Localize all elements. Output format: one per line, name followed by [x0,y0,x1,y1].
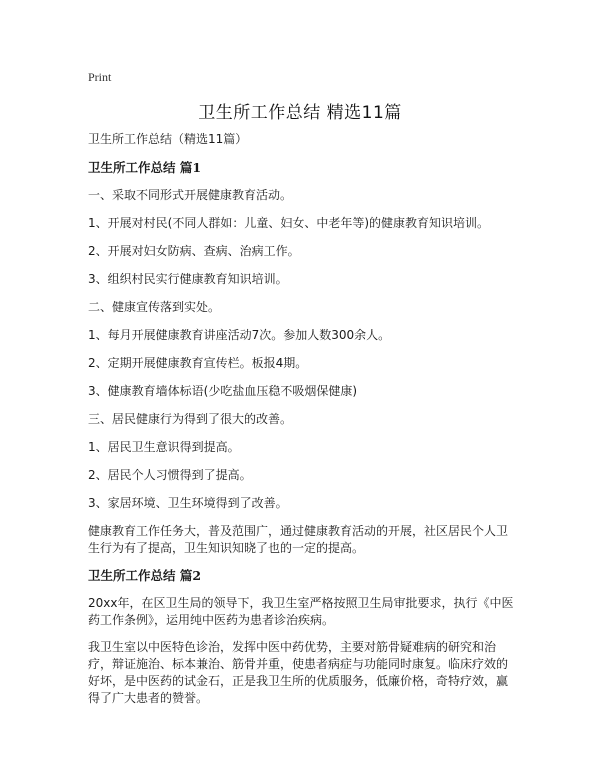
paragraph: 2、开展对妇女防病、查病、治病工作。 [88,244,300,258]
paragraph: 1、每月开展健康教育讲座活动7次。参加人数300余人。 [88,328,391,342]
document-body [88,131,516,717]
paragraph: 20xx年，在区卫生局的领导下，我卫生室严格按照卫生局审批要求，执行《中医药工作条例》，运用纯中医药为患者诊治疾病。 [88,596,514,627]
section-heading: 卫生所工作总结 篇1 [88,160,202,175]
paragraph: 3、组织村民实行健康教育知识培训。 [88,272,288,286]
paragraph: 3、家居环境、卫生环境得到了改善。 [88,496,288,510]
paragraph: 3、健康教育墙体标语(少吃盐血压稳不吸烟保健康) [88,384,357,398]
page-title: 卫生所工作总结 精选11篇 [198,103,402,123]
paragraph: 1、居民卫生意识得到提高。 [88,440,240,454]
print-label: Print [88,70,112,84]
paragraph: 一、采取不同形式开展健康教育活动。 [88,188,293,202]
paragraph: 1、开展对村民(不同人群如：儿童、妇女、中老年等)的健康教育知识培训。 [88,216,490,230]
paragraph: 2、居民个人习惯得到了提高。 [88,468,252,482]
section-heading: 卫生所工作总结 篇2 [88,568,202,583]
paragraph: 2、定期开展健康教育宣传栏。板报4期。 [88,356,308,370]
paragraph: 二、健康宣传落到实处。 [88,300,221,314]
paragraph: 我卫生室以中医特色诊治，发挥中医中药优势，主要对筋骨疑难病的研究和治疗，辩证施治、标本兼治、筋骨并重，使患者病症与功能同时康复。临床疗效的好坏，是中医药的试金石，正是我卫生所的优质服务，低廉价格，奇特疗效，赢得了广大患者的赞誉。 [88,640,509,705]
paragraph: 三、居民健康行为得到了很大的改善。 [88,412,293,426]
paragraph: 健康教育工作任务大，普及范围广，通过健康教育活动的开展，社区居民个人卫生行为有了提高，卫生知识知晓了也的一定的提高。 [88,524,509,555]
document-subtitle: 卫生所工作总结（精选11篇） [88,132,248,146]
